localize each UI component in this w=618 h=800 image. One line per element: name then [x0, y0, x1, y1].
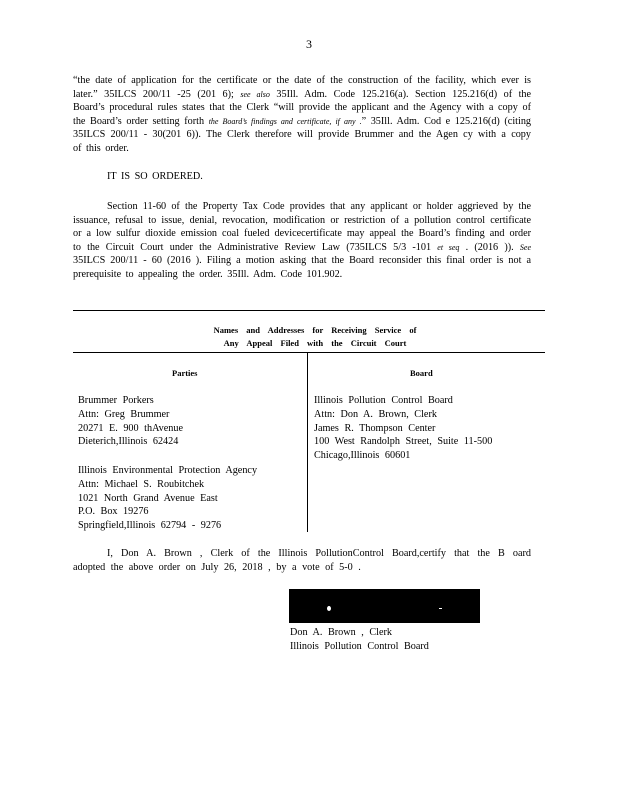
address-line: Attn: Michael S. Roubitchek [78, 478, 205, 490]
paragraph-text: . (2016 )). [465, 241, 514, 253]
citation-signal: see also [240, 89, 270, 99]
address-line: 100 West Randolph Street, Suite 11-500 [314, 436, 493, 448]
column-head-board: Board [410, 368, 433, 378]
certification-text: I, Don A. Brown , Clerk of the Illinois PollutionControl Board,certify that the B oard adopted the above order on July 26, 2018 , by a vote of 5-0 . [73, 548, 531, 573]
address-line: Chicago,Illinois 60601 [314, 450, 411, 462]
table-top-rule [73, 310, 545, 311]
signer-organization: Illinois Pollution Control Board [290, 641, 429, 652]
address-line: James R. Thompson Center [314, 422, 436, 434]
citation-signal: et seq [437, 242, 460, 252]
table-header-rule [73, 352, 545, 353]
address-board [314, 394, 492, 463]
address-line: Attn: Greg Brummer [78, 408, 170, 420]
address-line: Dieterich,Illinois 62424 [78, 436, 179, 448]
address-line: Brummer Porkers [78, 395, 154, 406]
quoted-phrase: the Board’s findings and certificate, if any . [208, 116, 362, 126]
service-table-title [150, 324, 480, 350]
address-line: Springfield,Illinois 62794 - 9276 [78, 520, 222, 532]
order-paragraph-1 [73, 74, 531, 156]
paragraph-text: “the date of application for the certificate or the date of the construction of the facility, which ever is later.” 35ILCS 200/11 -25 (201 6); [73, 75, 531, 100]
page-number: 3 [306, 37, 312, 51]
citation-signal: See [519, 242, 532, 252]
signature-mark [439, 608, 442, 609]
signature-mark [327, 606, 331, 611]
table-title-line: Any Appeal Filed with the Circuit Court [223, 338, 407, 348]
address-line: P.O. Box 19276 [78, 506, 149, 518]
paragraph-text: 35ILCS 200/11 - 60 (2016 ). Filing a motion asking that the Board reconsider this final order is not a prerequisite to appealing the order. 35Ill. Adm. Code 101.902. [73, 255, 531, 280]
table-column-divider [307, 352, 308, 532]
column-head-parties: Parties [172, 368, 198, 378]
redacted-signature [289, 589, 480, 623]
order-paragraph-2 [73, 200, 531, 282]
address-line: Illinois Environmental Protection Agency [78, 465, 258, 476]
paragraph-text: ” 35Ill. Adm. Cod e 125.216(d) (citing 35ILCS 200/11 - 30(201 6)). The Clerk therefore will provide Brummer and the Agen cy with a copy of this order. [73, 115, 532, 154]
paragraph-text: 35Ill. Adm. Code 125.216(a). Section 125.216(d) of the Board’s procedural rules states that the Clerk “will provide the applicant and the Agency with a copy of the Board’s order setting forth [73, 88, 532, 127]
address-line: 20271 E. 900 thAvenue [78, 422, 184, 434]
signer-name: Don A. Brown , Clerk [290, 627, 392, 638]
paragraph-text: Section 11-60 of the Property Tax Code provides that any applicant or holder aggrieved by the issuance, refusal to issue, denial, revocation, modification or restriction of a pollution control certificate or a low sulfur dioxide emission coal fueled devicecertificate may appeal the Board’s finding and order to the Circuit Court under the Administrative Review Law (735ILCS 5/3 -101 [73, 201, 531, 253]
address-iepa [78, 464, 257, 533]
so-ordered-line: IT IS SO ORDERED. [107, 171, 203, 182]
clerk-certification [73, 547, 531, 575]
signer-block [290, 626, 429, 654]
address-brummer [78, 394, 183, 449]
address-line: Illinois Pollution Control Board [314, 395, 453, 406]
address-line: 1021 North Grand Avenue East [78, 492, 218, 504]
table-title-line: Names and Addresses for Receiving Service of [213, 325, 417, 335]
address-line: Attn: Don A. Brown, Clerk [314, 408, 437, 420]
